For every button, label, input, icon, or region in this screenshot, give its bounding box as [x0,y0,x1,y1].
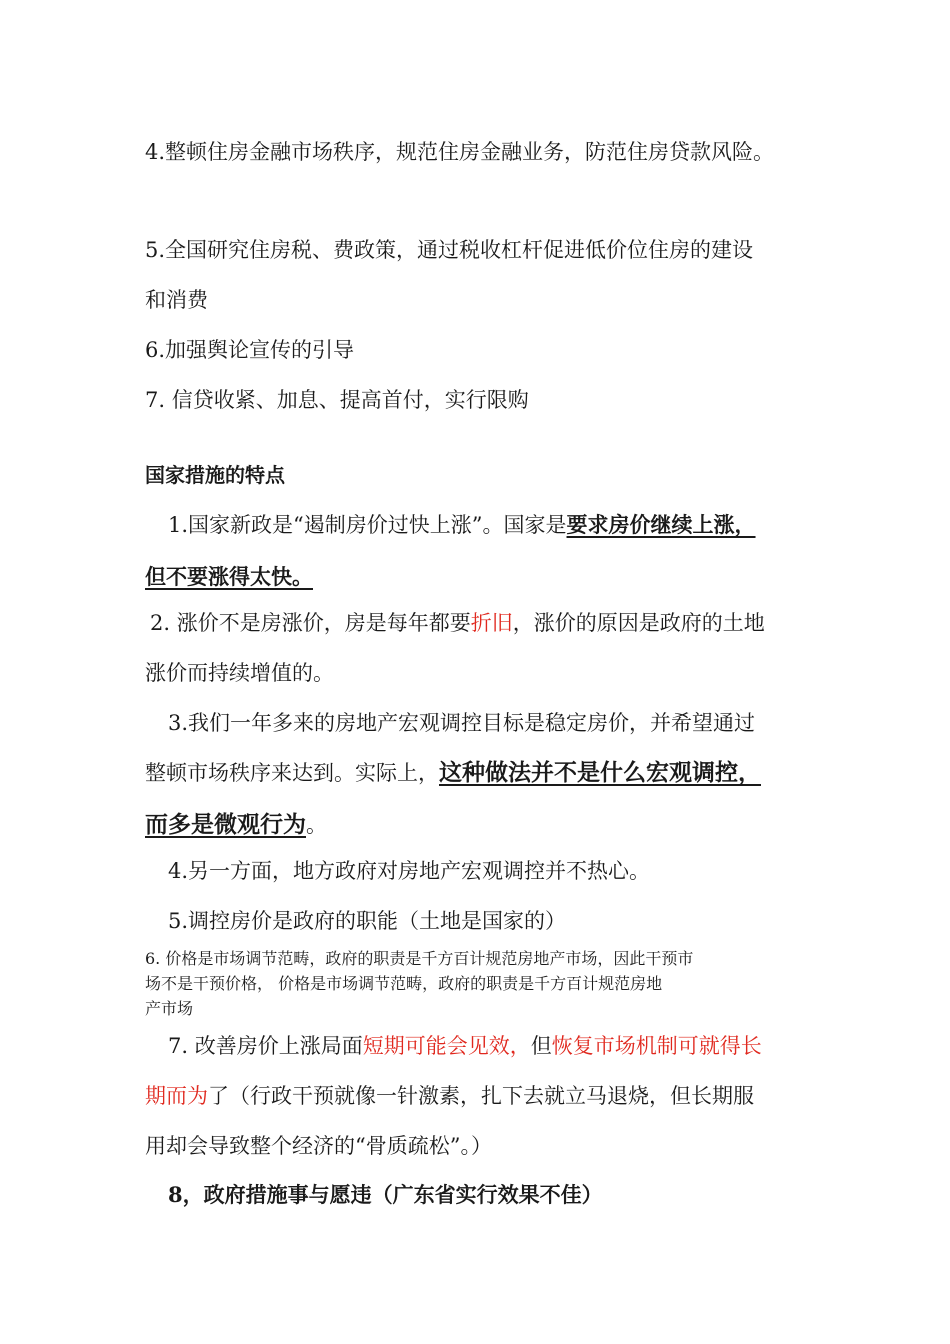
feature-5: 5.调控房价是政府的职能（土地是国家的） [168,909,567,933]
feature-7-red-2: 恢复市场机制可就得长 [551,1034,762,1058]
feature-1-emphasis: 要求房价继续上涨， [566,512,756,537]
feature-2-red-term: 折旧 [470,611,513,635]
feature-3-text: 整顿市场秩序来达到。实际上， [145,761,439,785]
measure-item-4: 4.整顿住房金融市场秩序，规范住房金融业务，防范住房贷款风险。 [145,140,775,164]
feature-2-text: 2. 涨价不是房涨价，房是每年都要 [150,611,471,635]
feature-3-emphasis: 这种做法并不是什么宏观调控， [439,759,761,786]
feature-7-red-1: 短期可能会见效， [362,1034,531,1058]
feature-3-period: 。 [306,813,327,837]
feature-1-line-1 [168,510,756,540]
feature-7-text-mid: 但 [530,1034,552,1058]
feature-4: 4.另一方面，地方政府对房地产宏观调控并不热心。 [168,859,651,883]
feature-7-text: 7. 改善房价上涨局面 [168,1034,363,1058]
feature-1-text: 1.国家新政是“遏制房价过快上涨”。国家是 [168,513,567,537]
section-title: 国家措施的特点 [145,463,285,487]
feature-3-line-3 [145,810,327,840]
feature-3-line-2 [145,758,761,788]
measure-item-7: 7. 信贷收紧、加息、提高首付，实行限购 [145,388,529,412]
feature-7-line-2 [145,1081,754,1111]
feature-2-line-1 [150,608,765,638]
feature-8: 8，政府措施事与愿违（广东省实行效果不佳） [168,1182,603,1207]
measure-item-5-line-2: 和消费 [145,288,208,312]
feature-6-line-3: 产市场 [145,999,194,1018]
feature-7-line-3: 用却会导致整个经济的“骨质疏松”。） [145,1134,492,1158]
feature-3-line-1: 3.我们一年多来的房地产宏观调控目标是稳定房价，并希望通过 [168,711,756,735]
feature-6-line-2: 场不是干预价格， 价格是市场调节范畴，政府的职责是千方百计规范房地 [145,974,663,993]
measure-item-6: 6.加强舆论宣传的引导 [145,338,355,362]
feature-2-text-cont: ，涨价的原因是政府的土地 [512,611,765,635]
feature-1-line-2: 但不要涨得太快。 [145,564,313,589]
feature-7-line-1 [168,1031,762,1061]
feature-6-line-1: 6. 价格是市场调节范畴，政府的职责是千方百计规范房地产市场，因此干预市 [145,949,694,968]
feature-2-line-2: 涨价而持续增值的。 [145,661,334,685]
feature-7-text-cont: 了（行政干预就像一针激素，扎下去就立马退烧，但长期服 [208,1084,754,1108]
measure-item-5-line-1: 5.全国研究住房税、费政策，通过税收杠杆促进低价位住房的建设 [145,238,754,262]
feature-7-red-3: 期而为 [145,1084,208,1108]
feature-3-emphasis-cont: 而多是微观行为 [145,811,306,838]
